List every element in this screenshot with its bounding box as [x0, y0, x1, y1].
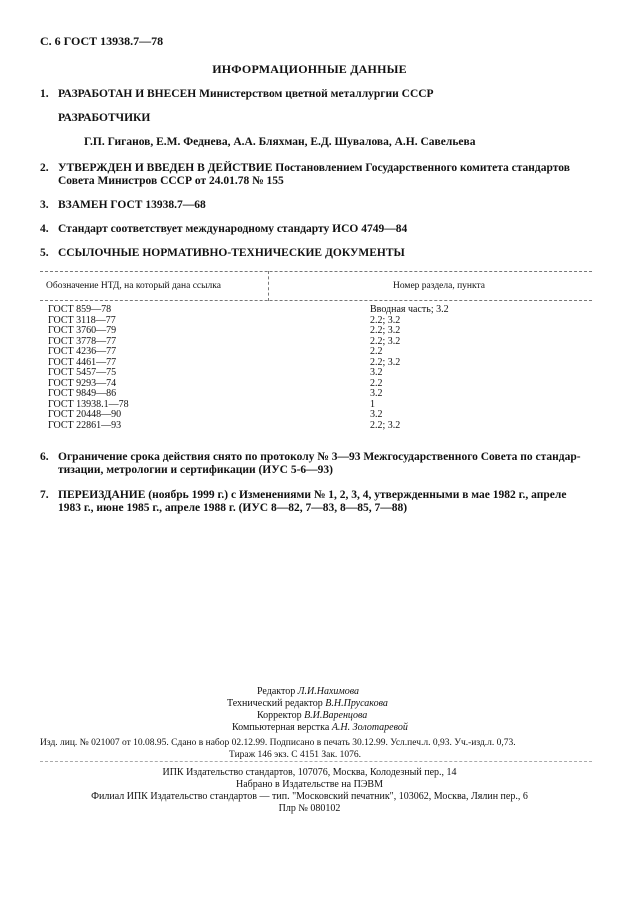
table-row: [40, 368, 592, 379]
item-6-number: 6.: [40, 451, 49, 463]
page-title: ИНФОРМАЦИОННЫЕ ДАННЫЕ: [212, 62, 407, 76]
editor-name: Л.И.Нахимова: [297, 686, 360, 697]
table-cell-ref: 2.2: [370, 346, 383, 357]
table-cell-doc: ГОСТ 20448—90: [48, 409, 122, 420]
table-cell-ref: 1: [370, 398, 375, 410]
table-cell-ref: 3.2: [370, 409, 383, 420]
item-4-number: 4.: [40, 223, 49, 235]
table-cell-doc: ГОСТ 3118—77: [48, 314, 116, 326]
item-1: [40, 87, 434, 101]
item-4: [40, 222, 407, 236]
tech-editor-name: В.Н.Прусакова: [325, 698, 388, 709]
item-7: [40, 488, 566, 502]
table-cell-doc: ГОСТ 3760—79: [48, 325, 117, 336]
table-cell-ref: 3.2: [370, 367, 383, 378]
layout-name: А.Н. Золотаревой: [331, 722, 408, 733]
item-7-line1: ПЕРЕИЗДАНИЕ (ноябрь 1999 г.) с Изменениями № 1, 2, 3, 4, утвержденными в мае 1982 г., апреле: [58, 489, 567, 501]
table-cell-ref: 2.2; 3.2: [370, 356, 401, 368]
publisher-line4: Плр № 080102: [278, 803, 341, 814]
table-cell-ref: Вводная часть; 3.2: [370, 304, 449, 315]
item-2: [40, 161, 570, 175]
table-row: [40, 421, 592, 432]
table-row: [40, 337, 592, 348]
item-7-line2: 1983 г., июне 1985 г., апреле 1988 г. (ИУС 8—82, 7—83, 8—85, 7—88): [58, 502, 408, 514]
table-cell-doc: ГОСТ 9293—74: [48, 377, 117, 389]
table-cell-doc: ГОСТ 9849—86: [48, 388, 117, 399]
table-header-row: [40, 271, 592, 301]
table-row: [40, 316, 592, 327]
table-row: [40, 358, 592, 369]
item-2-line2: Совета Министров СССР от 24.01.78 № 155: [58, 175, 284, 187]
table-column-divider: [268, 271, 269, 301]
table-row: [40, 400, 592, 411]
tech-editor-label: Технический редактор: [227, 698, 323, 709]
table-cell-ref: 3.2: [370, 388, 383, 399]
publisher-line2: Набрано в Издательстве на ПЭВМ: [236, 779, 383, 790]
footer-divider: [40, 761, 592, 762]
table-cell-ref: 2.2; 3.2: [370, 419, 401, 431]
page-header: С. 6 ГОСТ 13938.7—78: [40, 34, 164, 48]
corrector-name: В.И.Варенцова: [304, 710, 368, 721]
publisher-line1: ИПК Издательство стандартов, 107076, Москва, Колодезный пер., 14: [162, 767, 457, 778]
item-5-number: 5.: [40, 247, 49, 259]
item-6: [40, 450, 581, 464]
editor-label: Редактор: [257, 686, 296, 697]
item-3-number: 3.: [40, 199, 49, 211]
item-2-line1: УТВЕРЖДЕН И ВВЕДЕН В ДЕЙСТВИЕ Постановлением Государственного комитета стандартов: [58, 162, 570, 174]
tech-editor-line: [227, 698, 388, 710]
item-5-text: ССЫЛОЧНЫЕ НОРМАТИВНО-ТЕХНИЧЕСКИЕ ДОКУМЕНТЫ: [58, 247, 405, 259]
table-cell-doc: ГОСТ 4236—77: [48, 346, 117, 357]
corrector-line: [257, 710, 367, 722]
item-7-number: 7.: [40, 489, 49, 501]
table-cell-doc: ГОСТ 4461—77: [48, 356, 117, 368]
item-6-line1: Ограничение срока действия снято по протоколу № 3—93 Межгосударственного Совета по стандар-: [58, 451, 581, 463]
corrector-label: Корректор: [257, 710, 302, 721]
table-row: [40, 389, 592, 400]
table-cell-ref: 2.2; 3.2: [370, 325, 401, 336]
table-cell-doc: ГОСТ 3778—77: [48, 335, 117, 347]
table-row: [40, 379, 592, 390]
table-cell-doc: ГОСТ 13938.1—78: [48, 398, 129, 410]
table-header-col2: Номер раздела, пункта: [393, 281, 485, 291]
table-cell-doc: ГОСТ 859—78: [48, 304, 112, 315]
publisher-line3: Филиал ИПК Издательство стандартов — тип. "Московский печатник", 103062, Москва, Лялин пер., 6: [91, 791, 528, 802]
table-cell-doc: ГОСТ 5457—75: [48, 367, 117, 378]
item-3: [40, 198, 206, 212]
item-5: [40, 246, 405, 260]
item-4-text: Стандарт соответствует международному стандарту ИСО 4749—84: [58, 223, 408, 235]
references-table: [40, 271, 592, 431]
item-1-number: 1.: [40, 88, 49, 100]
editor-line: [257, 686, 359, 698]
table-row: [40, 326, 592, 337]
table-cell-ref: 2.2; 3.2: [370, 314, 401, 326]
table-row: [40, 347, 592, 358]
table-cell-ref: 2.2; 3.2: [370, 335, 401, 347]
item-3-text: ВЗАМЕН ГОСТ 13938.7—68: [58, 199, 206, 211]
layout-label: Компьютерная верстка: [232, 722, 330, 733]
print-details-line2: Тираж 146 экз. С 4151 Зак. 1076.: [229, 750, 362, 760]
developers-names: Г.П. Гиганов, Е.М. Феднева, А.А. Бляхман, Е.Д. Шувалова, А.Н. Савельева: [84, 136, 476, 148]
item-1-text: РАЗРАБОТАН И ВНЕСЕН Министерством цветной металлургии СССР: [58, 88, 434, 100]
table-cell-doc: ГОСТ 22861—93: [48, 419, 122, 431]
item-2-number: 2.: [40, 162, 49, 174]
table-body: [40, 305, 592, 431]
table-row: [40, 410, 592, 421]
print-details-line1: Изд. лиц. № 021007 от 10.08.95. Сдано в набор 02.12.99. Подписано в печать 30.12.99. Усл.печ.л. 0,93. Уч.-изд.л. 0,73.: [40, 738, 516, 748]
table-cell-ref: 2.2: [370, 377, 383, 389]
table-row: [40, 305, 592, 316]
item-6-line2: тизации, метрологии и сертификации (ИУС 5-6—93): [58, 464, 334, 476]
table-header-col1: Обозначение НТД, на который дана ссылка: [46, 281, 221, 291]
layout-line: [232, 722, 408, 734]
developers-label: РАЗРАБОТЧИКИ: [58, 112, 151, 124]
